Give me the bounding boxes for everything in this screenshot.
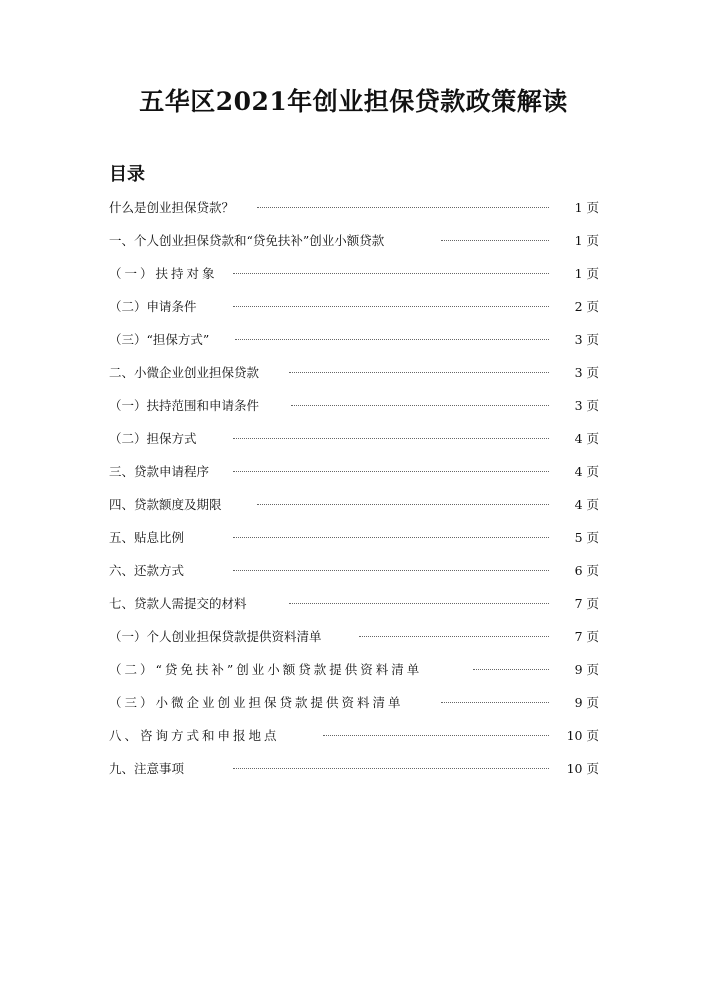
toc-entry-label: 一、个人创业担保贷款和“贷免扶补”创业小额贷款 [109, 233, 385, 248]
toc-entry[interactable] [109, 262, 599, 295]
toc-entry-page: 2 页 [574, 299, 599, 314]
toc-entry-page: 7 页 [574, 596, 599, 611]
toc-entry[interactable] [109, 493, 599, 526]
toc-leader-dots [289, 372, 549, 373]
toc-entry-page: 1 页 [574, 233, 599, 248]
toc-entry[interactable] [109, 625, 599, 658]
toc-entry[interactable] [109, 229, 599, 262]
toc-entry-page: 9 页 [574, 662, 599, 677]
toc-entry-label: 二、小微企业创业担保贷款 [109, 365, 260, 380]
toc-entry-label: （二）“贷免扶补”创业小额贷款提供资料清单 [109, 662, 423, 677]
toc-entry-label: （一）扶持范围和申请条件 [109, 398, 260, 413]
toc-entry-page: 10 页 [566, 728, 599, 743]
toc-entry-page: 4 页 [574, 431, 599, 446]
toc-entry-label: 八、咨询方式和申报地点 [109, 728, 280, 743]
toc-entry[interactable] [109, 394, 599, 427]
toc-entry[interactable] [109, 592, 599, 625]
toc-leader-dots [233, 471, 549, 472]
toc-leader-dots [359, 636, 549, 637]
toc-entry[interactable] [109, 526, 599, 559]
toc-entry[interactable] [109, 295, 599, 328]
toc-entry-page: 10 页 [566, 761, 599, 776]
toc-leader-dots [233, 273, 549, 274]
toc-leader-dots [257, 207, 549, 208]
toc-leader-dots [473, 669, 549, 670]
toc-entry-label: 三、贷款申请程序 [109, 464, 210, 479]
toc-leader-dots [233, 306, 549, 307]
toc-entry-page: 6 页 [574, 563, 599, 578]
toc-leader-dots [235, 339, 549, 340]
toc-entry-label: （二）担保方式 [109, 431, 197, 446]
toc-leader-dots [441, 240, 549, 241]
toc-entry-label: 五、贴息比例 [109, 530, 185, 545]
toc-entry-label: （三）“担保方式” [109, 332, 210, 347]
toc-entry[interactable] [109, 361, 599, 394]
toc-entry-page: 3 页 [574, 332, 599, 347]
toc-leader-dots [289, 603, 549, 604]
toc-entry-page: 3 页 [574, 398, 599, 413]
toc-entry[interactable] [109, 658, 599, 691]
toc-leader-dots [233, 768, 549, 769]
toc-entry-page: 5 页 [574, 530, 599, 545]
toc-entry-label: 九、注意事项 [109, 761, 185, 776]
toc-entry-label: （三）小微企业创业担保贷款提供资料清单 [109, 695, 404, 710]
toc-leader-dots [257, 504, 549, 505]
toc-entry-label: （一）个人创业担保贷款提供资料清单 [109, 629, 322, 644]
toc-leader-dots [233, 438, 549, 439]
toc-entry-page: 4 页 [574, 497, 599, 512]
toc-entry-page: 7 页 [574, 629, 599, 644]
toc-entry-label: 什么是创业担保贷款？ [109, 200, 235, 215]
toc-entry-page: 4 页 [574, 464, 599, 479]
toc-entry-page: 3 页 [574, 365, 599, 380]
table-of-contents [109, 196, 599, 790]
toc-leader-dots [233, 570, 549, 571]
toc-entry[interactable] [109, 196, 599, 229]
toc-entry[interactable] [109, 691, 599, 724]
toc-entry-label: 四、贷款额度及期限 [109, 497, 222, 512]
toc-heading: 目录 [109, 164, 145, 185]
toc-entry[interactable] [109, 559, 599, 592]
toc-entry-label: （一）扶持对象 [109, 266, 218, 281]
toc-entry[interactable] [109, 724, 599, 757]
toc-entry[interactable] [109, 328, 599, 361]
document-title: 五华区2021年创业担保贷款政策解读 [139, 87, 568, 116]
toc-leader-dots [291, 405, 549, 406]
toc-entry-label: 六、还款方式 [109, 563, 185, 578]
toc-entry-page: 9 页 [574, 695, 599, 710]
toc-entry-label: （二）申请条件 [109, 299, 197, 314]
toc-entry-page: 1 页 [574, 266, 599, 281]
toc-entry[interactable] [109, 757, 599, 790]
toc-leader-dots [441, 702, 549, 703]
toc-leader-dots [233, 537, 549, 538]
toc-leader-dots [323, 735, 549, 736]
toc-entry-page: 1 页 [574, 200, 599, 215]
toc-entry-label: 七、贷款人需提交的材料 [109, 596, 247, 611]
toc-entry[interactable] [109, 460, 599, 493]
toc-entry[interactable] [109, 427, 599, 460]
